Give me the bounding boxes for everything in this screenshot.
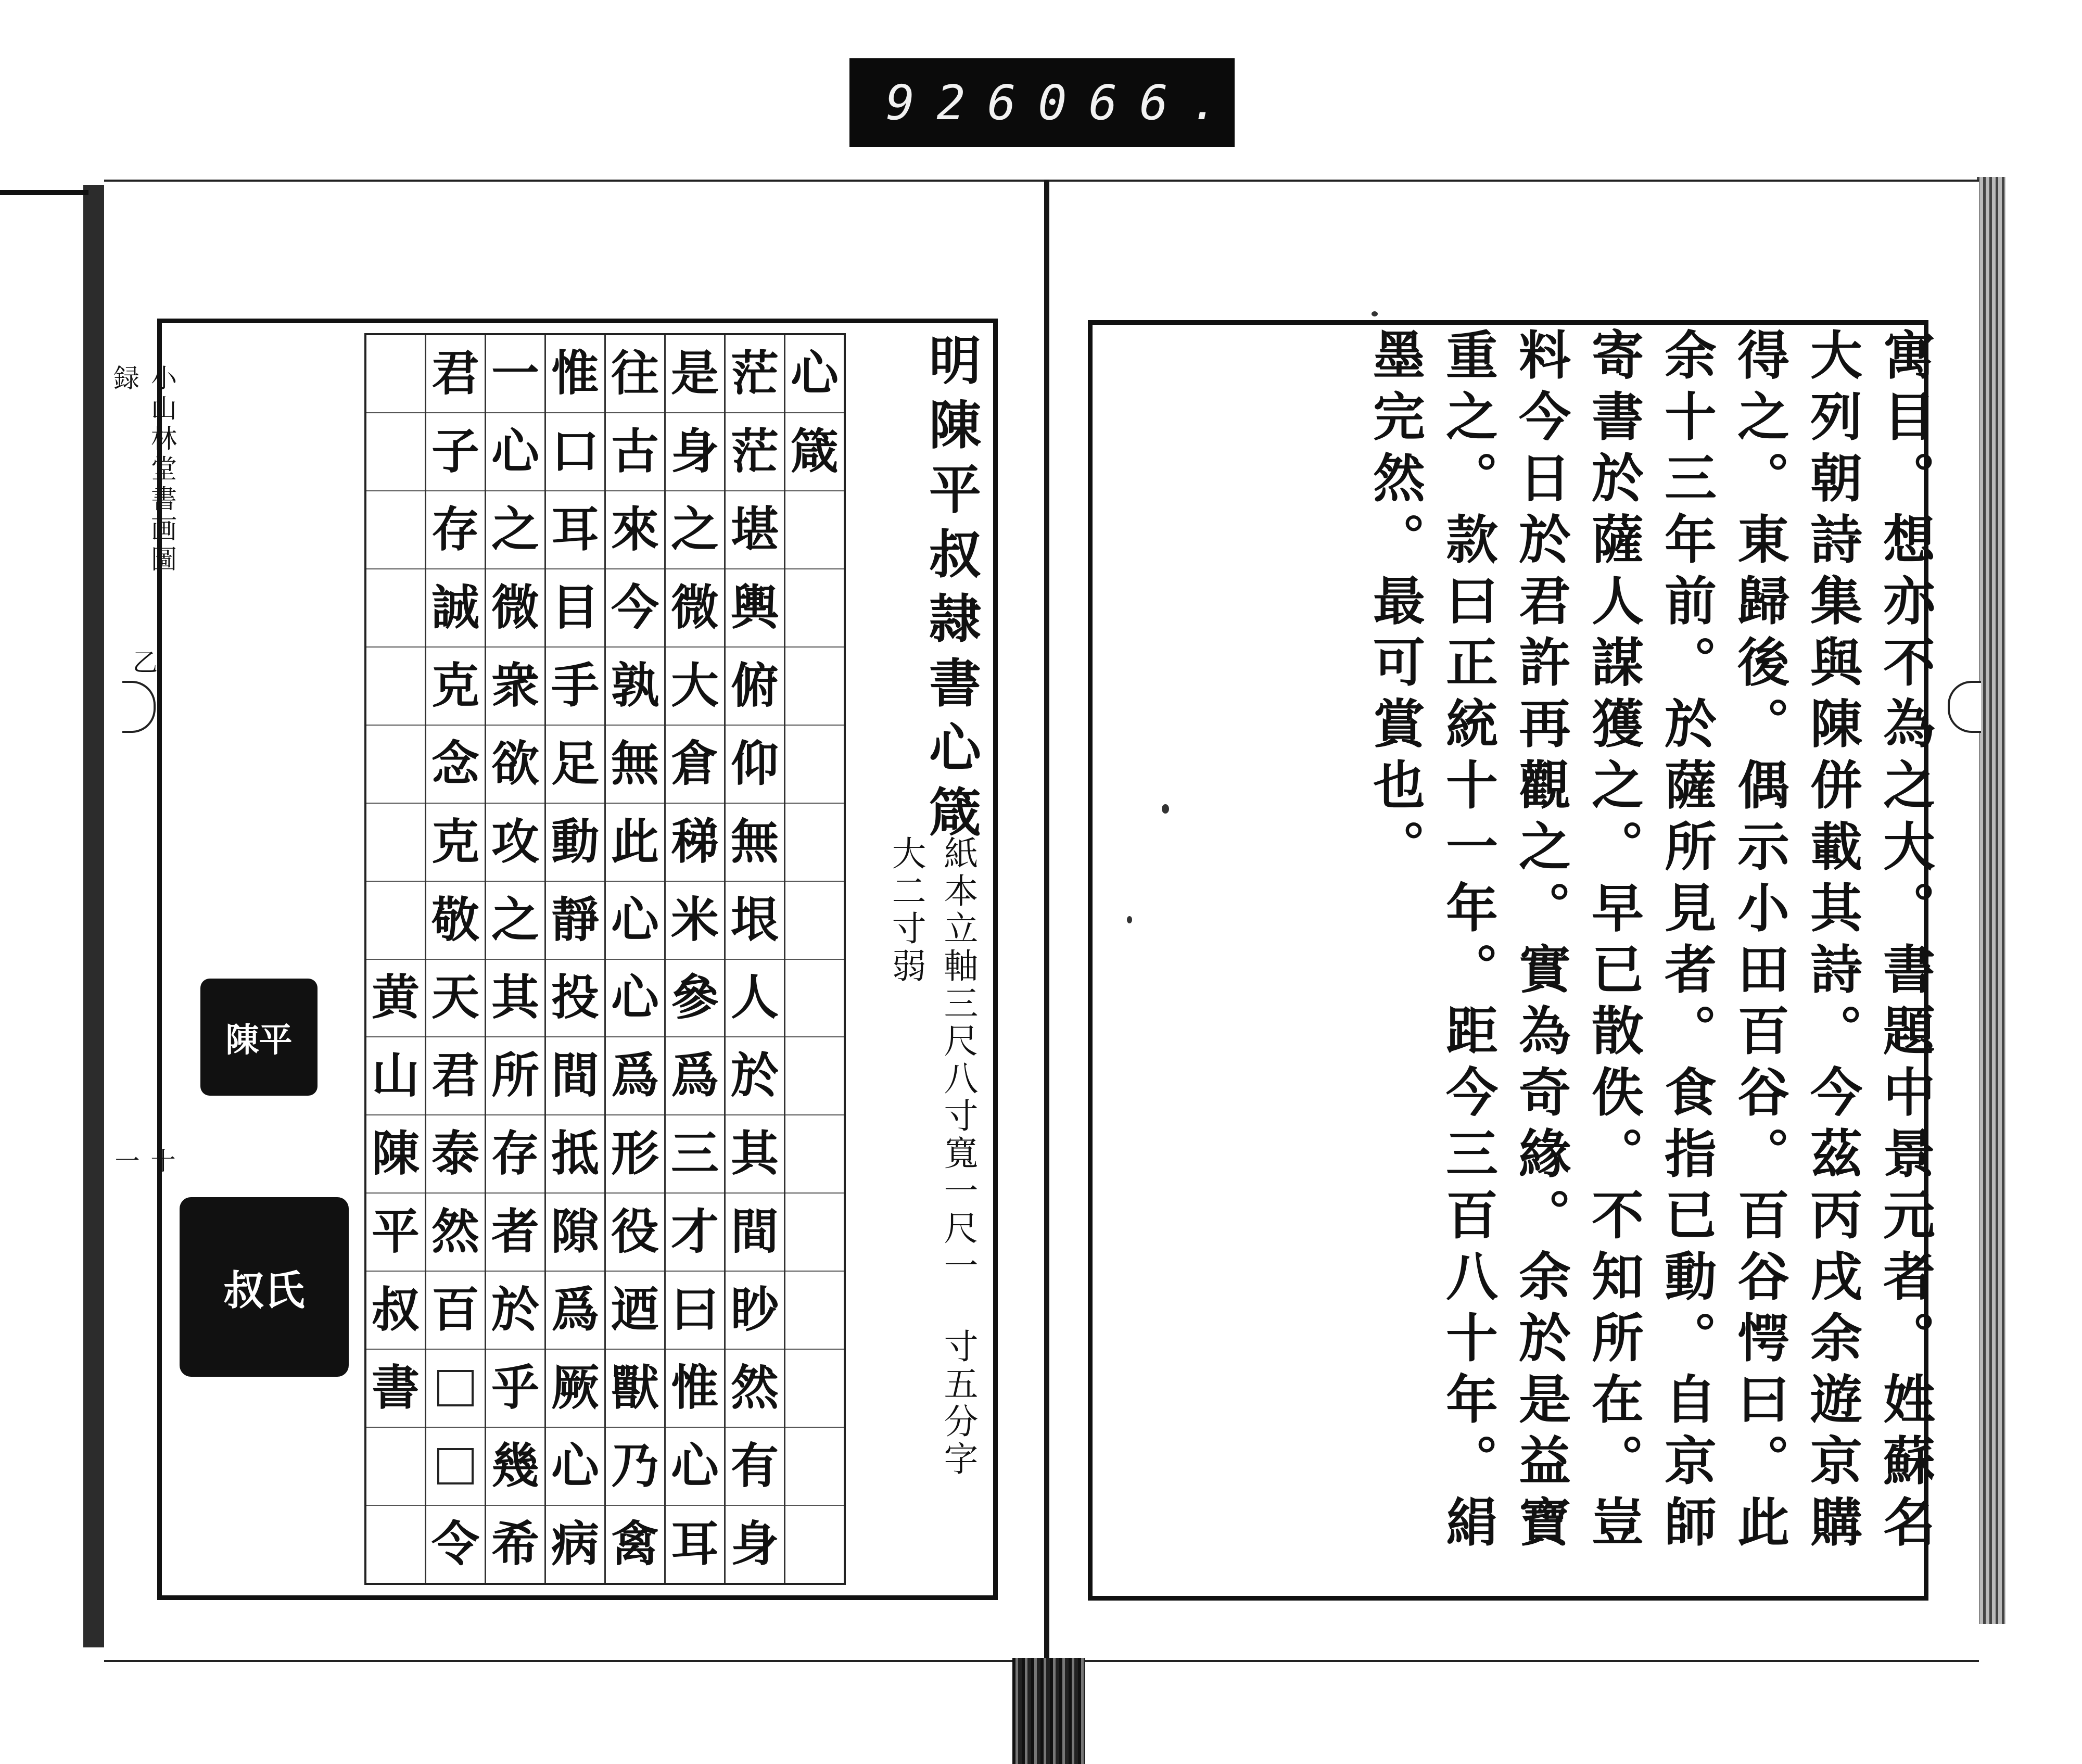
grid-cell: [366, 413, 425, 491]
grid-cell: 一: [486, 335, 544, 413]
grid-cell: 厥: [546, 1350, 604, 1428]
grid-cell: 古: [606, 413, 664, 491]
square-seal-icon: [180, 1197, 349, 1377]
grid-cell: [366, 726, 425, 804]
grid-cell: 動: [546, 804, 604, 882]
grid-cell: 隙: [546, 1194, 604, 1272]
grid-cell: 獸: [606, 1350, 664, 1428]
grid-cell: 黄: [366, 960, 425, 1038]
calligraphy-grid: [364, 333, 846, 1585]
grid-cell: 然: [426, 1194, 485, 1272]
grid-cell: 迺: [606, 1272, 664, 1350]
grid-cell: 陳: [366, 1115, 425, 1194]
grid-cell: 仰: [726, 726, 784, 804]
grid-cell: 希: [491, 1516, 539, 1572]
grid-cell: 平: [366, 1194, 425, 1272]
grid-cell: 三: [666, 1115, 724, 1194]
grid-cell: 乃: [606, 1428, 664, 1506]
grid-cell: [366, 882, 425, 960]
grid-cell: 攻: [486, 804, 544, 882]
grid-cell: [366, 569, 425, 648]
grid-cell: 倉: [666, 726, 724, 804]
grid-cell: 心: [785, 335, 844, 413]
spec-line-1: 紙本立軸三尺八寸寬一尺一: [938, 835, 978, 1285]
grid-cell: 於: [726, 1037, 784, 1115]
grid-cell: 爲: [666, 1037, 724, 1115]
square-seal-icon: [200, 979, 318, 1096]
grid-cell: 輿: [726, 569, 784, 648]
grid-cell: 投: [546, 960, 604, 1038]
grid-cell: 爲: [606, 1037, 664, 1115]
grid-cell: 欲: [486, 726, 544, 804]
grid-cell: 之: [486, 491, 544, 569]
grid-cell: 身: [666, 413, 724, 491]
boxed-placeholder-cell: [426, 1350, 485, 1428]
grid-column: [366, 335, 425, 1583]
film-number-right: 066.: [1038, 74, 1241, 131]
grid-cell: 心: [606, 882, 664, 960]
grid-cell: 然: [726, 1350, 784, 1428]
boxed-placeholder-cell: [426, 1428, 485, 1506]
grid-cell: [785, 1350, 844, 1428]
grid-cell: 俯: [726, 648, 784, 726]
grid-cell: 心: [486, 413, 544, 491]
grid-cell: 往: [606, 335, 664, 413]
grid-cell: 誠: [426, 569, 485, 648]
grid-cell: 令: [431, 1516, 479, 1572]
grid-cell: 百: [426, 1272, 485, 1350]
grid-cell: 乎: [486, 1350, 544, 1428]
grid-column: [544, 335, 604, 1583]
grid-cell: [785, 569, 844, 648]
grid-cell: 參: [666, 960, 724, 1038]
grid-cell: 山: [366, 1037, 425, 1115]
grid-cell: [366, 804, 425, 882]
grid-cell: [785, 491, 844, 569]
grid-cell: 君: [426, 335, 485, 413]
grid-cell: 微: [486, 569, 544, 648]
grid-cell: 者: [486, 1194, 544, 1272]
specification-text: [885, 835, 984, 1481]
grid-cell: 米: [666, 882, 724, 960]
volume-mark: 乙: [128, 649, 158, 675]
grid-cell: 是: [666, 335, 724, 413]
grid-cell: 間: [726, 1194, 784, 1272]
grid-cell: 心: [666, 1428, 724, 1506]
grid-cell: [366, 491, 425, 569]
grid-cell: 幾: [486, 1428, 544, 1506]
book-title: 小山林堂書画圖録: [109, 364, 177, 576]
grid-cell: 叔: [366, 1272, 425, 1350]
seal-text: 叔氏: [223, 1267, 305, 1314]
grid-column: [485, 335, 544, 1583]
grid-cell: 口: [546, 413, 604, 491]
grid-cell: 衆: [486, 648, 544, 726]
grid-column: [425, 335, 485, 1583]
grid-cell: 足: [546, 726, 604, 804]
grid-cell: [785, 1506, 844, 1583]
grid-cell: 子: [426, 413, 485, 491]
page-number: 十一: [110, 1148, 175, 1173]
grid-cell: 念: [426, 726, 485, 804]
grid-cell: 茫: [726, 335, 784, 413]
colophon-text: 寓目。想亦不為之大。書題中景元者。姓蘇名大列朝詩集與陳併載其詩。今茲丙戌余遊京購得之。東歸後。偶示小田百谷。百谷愕曰。此余十三年前。於薩所見者。食指已動。自京師寄書於薩人謀獲之。早已散佚。不知所在。豈料今日於君許再觀之。實為奇緣。余於是益寶重之。款曰正統十一年。距今三百八十年。絹墨完然。最可賞也。: [1364, 328, 1936, 1556]
grid-cell: 書: [366, 1350, 425, 1428]
grid-cell: [366, 335, 425, 413]
spec-line-2: 寸五分字大二寸弱: [886, 835, 978, 1478]
grid-cell: 手: [546, 648, 604, 726]
grid-cell: 身: [730, 1516, 779, 1572]
film-number-left: 926: [886, 74, 1038, 131]
book-binding: [1012, 1658, 1085, 1764]
grid-cell: 克: [426, 804, 485, 882]
grid-cell: [785, 1115, 844, 1194]
grid-cell: 目: [546, 569, 604, 648]
grid-cell: [785, 1037, 844, 1115]
grid-cell: [366, 1506, 425, 1583]
grid-cell: 靜: [546, 882, 604, 960]
grid-cell: 人: [726, 960, 784, 1038]
grid-cell: 心: [606, 960, 664, 1038]
work-title: 明陳平叔隷書心箴: [920, 333, 982, 849]
grid-cell: 無: [726, 804, 784, 882]
book-gutter: [1044, 180, 1049, 1658]
grid-cell: 來: [606, 491, 664, 569]
grid-cell: 茫: [726, 413, 784, 491]
ink-speck: [1162, 804, 1169, 814]
grid-cell: 今: [606, 569, 664, 648]
grid-cell: 克: [426, 648, 485, 726]
grid-column: [604, 335, 664, 1583]
grid-cell: 此: [606, 804, 664, 882]
grid-cell: 微: [666, 569, 724, 648]
grid-cell: [366, 1428, 425, 1506]
grid-column: [664, 335, 724, 1583]
grid-cell: 惟: [666, 1350, 724, 1428]
grid-cell: 耳: [546, 491, 604, 569]
grid-cell: 耳: [670, 1516, 719, 1572]
grid-cell: 才: [666, 1194, 724, 1272]
grid-cell: 之: [486, 882, 544, 960]
grid-cell: 君: [426, 1037, 485, 1115]
grid-cell: 大: [666, 648, 724, 726]
ink-speck: [1127, 916, 1132, 923]
grid-cell: 爲: [546, 1272, 604, 1350]
grid-cell: [785, 1428, 844, 1506]
grid-cell: [785, 1194, 844, 1272]
grid-cell: 曰: [666, 1272, 724, 1350]
grid-cell: 孰: [606, 648, 664, 726]
grid-column: [784, 335, 844, 1583]
grid-cell: [785, 648, 844, 726]
grid-cell: 存: [486, 1115, 544, 1194]
grid-cell: 垠: [726, 882, 784, 960]
seal-text: 陳平: [225, 1021, 293, 1060]
grid-cell: 有: [726, 1428, 784, 1506]
grid-cell: 惟: [546, 335, 604, 413]
grid-cell: 心: [546, 1428, 604, 1506]
left-rule-line: [0, 190, 88, 195]
ink-speck: [1372, 311, 1378, 316]
grid-cell: [785, 726, 844, 804]
grid-cell: 間: [546, 1037, 604, 1115]
grid-cell: 之: [666, 491, 724, 569]
film-number-label: [849, 58, 1241, 147]
grid-cell: [785, 1272, 844, 1350]
grid-cell: 病: [551, 1516, 599, 1572]
grid-cell: 所: [486, 1037, 544, 1115]
grid-cell: 存: [426, 491, 485, 569]
running-head: [109, 364, 177, 1197]
grid-cell: 眇: [726, 1272, 784, 1350]
grid-cell: 抵: [546, 1115, 604, 1194]
grid-cell: 於: [486, 1272, 544, 1350]
grid-column: [724, 335, 784, 1583]
grid-cell: 敬: [426, 882, 485, 960]
book-right-edge: [1977, 177, 2005, 1624]
grid-cell: 役: [606, 1194, 664, 1272]
grid-cell: 其: [726, 1115, 784, 1194]
grid-cell: 無: [606, 726, 664, 804]
grid-cell: [785, 960, 844, 1038]
grid-cell: 天: [426, 960, 485, 1038]
grid-cell: 堪: [726, 491, 784, 569]
grid-cell: 其: [486, 960, 544, 1038]
grid-cell: 箴: [785, 413, 844, 491]
grid-cell: [785, 882, 844, 960]
grid-cell: [785, 804, 844, 882]
grid-cell: 泰: [426, 1115, 485, 1194]
grid-cell: 形: [606, 1115, 664, 1194]
grid-cell: [366, 648, 425, 726]
grid-cell: 禽: [611, 1516, 659, 1572]
grid-cell: 稊: [666, 804, 724, 882]
